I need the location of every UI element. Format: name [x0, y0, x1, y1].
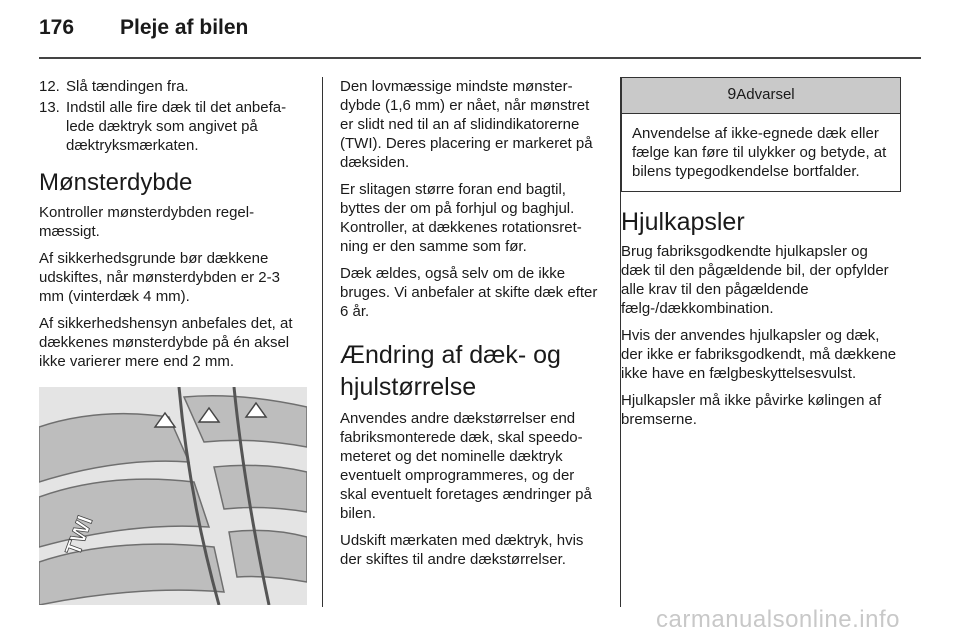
step-item — [39, 98, 307, 155]
column-3 — [621, 77, 901, 437]
paragraph: Dæk ældes, også selv om de ikke bruges. Vi anbefaler at skifte dæk efter 6 år. — [340, 265, 598, 320]
column-divider-1 — [322, 77, 323, 607]
page-number: 176 — [39, 16, 75, 39]
warning-header — [622, 78, 900, 114]
warning-box — [621, 77, 901, 192]
step-number: 12. — [39, 78, 60, 95]
column-1 — [39, 77, 307, 605]
paragraph: Af sikkerhedsgrunde bør dækkene udskiftes, når mønsterdybden er 2-3 mm (vinterdæk 4 mm). — [39, 250, 280, 305]
paragraph: Udskift mærkaten med dæktryk, hvis der skiftes til andre dækstørrelser. — [340, 532, 584, 568]
section-heading-size-change: Ændring af dæk- og hjulstørrelse — [340, 341, 561, 401]
twi-label: TWI — [60, 512, 98, 559]
paragraph: Hvis der anvendes hjulkapsler og dæk, der ikke er fabriksgodkendt, må dækkene ikke have en fælgbeskyttelsesvulst. — [621, 327, 897, 382]
step-text: Slå tændingen fra. — [66, 78, 189, 95]
paragraph: Brug fabriksgodkendte hjulkapsler og dæk til den pågældende bil, der opfylder alle krav til den pågældende fælg-/dækkombination. — [621, 243, 889, 317]
section-heading-tread-depth: Mønsterdybde — [39, 169, 193, 196]
tire-tread-illustration — [39, 387, 307, 605]
column-2 — [340, 77, 605, 577]
paragraph: Af sikkerhedshensyn anbefales det, at dækkenes mønsterdybde på én aksel ikke varierer mere end 2 mm. — [39, 315, 293, 370]
header-divider — [39, 57, 921, 59]
warning-icon: 9 — [727, 86, 737, 103]
paragraph: Kontroller mønsterdybden regelmæssigt. — [39, 204, 255, 240]
page-title: Pleje af bilen — [120, 16, 249, 39]
paragraph: Hjulkapsler må ikke påvirke kølingen af bremserne. — [621, 392, 882, 428]
watermark: carmanualsonline.info — [656, 606, 900, 633]
paragraph: Anvendes andre dækstørrelser end fabriksmonterede dæk, skal speedometeret og det nominelle dæktryk eventuelt omprogrammeres, og der skal eventuelt foretages ændringer på bilen. — [340, 410, 592, 522]
step-number: 13. — [39, 99, 60, 116]
step-item — [39, 77, 307, 96]
step-list — [39, 77, 307, 155]
step-text: Indstil alle fire dæk til det anbefalede dæktryk som angivet på dæktryksmærkaten. — [66, 99, 287, 154]
paragraph: Den lovmæssige mindste mønsterdybde (1,6 mm) er nået, når mønstret er slidt ned til an af slidindikatorerne (TWI). Deres placering er markeret på dæksiden. — [340, 78, 593, 171]
warning-title: Advarsel — [736, 86, 795, 103]
paragraph: Er slitagen større foran end bagtil, byttes der om på forhjul og baghjul. Kontroller, at dækkenes rotationsretning er den samme som før. — [340, 181, 582, 255]
section-heading-hubcaps: Hjulkapsler — [621, 208, 745, 236]
warning-text: Anvendelse af ikke-egnede dæk eller fælge kan føre til ulykker og betyde, at bilens typegodkendelse bortfalder. — [632, 125, 887, 180]
